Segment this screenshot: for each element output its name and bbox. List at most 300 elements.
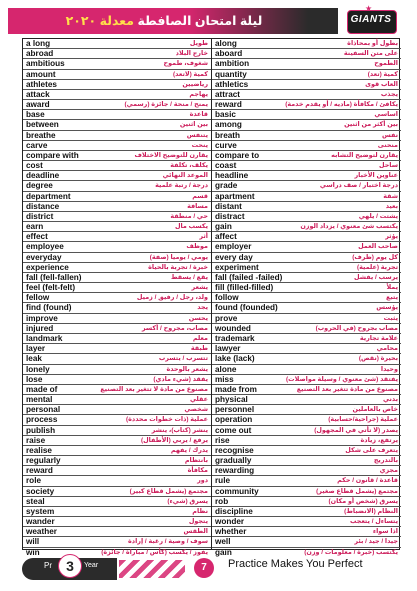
arabic-meaning: يجد (197, 304, 208, 312)
title-main: ليلة امتحان الصافطة (137, 14, 263, 28)
english-word: system (26, 506, 55, 516)
english-word: gain (215, 547, 232, 557)
arabic-meaning: يتساءل / يتعجب (349, 518, 398, 526)
english-word: rob (215, 496, 229, 506)
arabic-meaning: عناوين الأخبار (354, 172, 398, 180)
arabic-meaning: قسم (192, 192, 208, 200)
vocab-row (212, 59, 401, 69)
vocab-row (23, 90, 211, 100)
vocab-row (23, 365, 211, 375)
arabic-meaning: النظام (الانضباط) (344, 507, 398, 515)
english-word: amount (26, 69, 56, 79)
vocab-row (212, 303, 401, 313)
page-number: 7 (194, 558, 214, 578)
header-banner (8, 4, 409, 34)
star-icon: ★ (365, 4, 373, 13)
english-word: between (26, 120, 59, 130)
english-word: along (215, 39, 237, 48)
english-word: layer (26, 344, 46, 354)
vocab-row (212, 293, 401, 303)
arabic-meaning: يثبت (383, 314, 398, 322)
english-word: earn (26, 222, 44, 232)
arabic-meaning: مسافة (187, 202, 208, 210)
arabic-meaning: يؤثر (385, 233, 398, 241)
vocab-row (212, 171, 401, 181)
english-word: deadline (26, 171, 60, 181)
arabic-meaning: درجة اختبار / صف دراسي (319, 182, 398, 190)
arabic-meaning: معلم (192, 334, 208, 342)
english-word: wonder (215, 517, 245, 527)
footer (0, 552, 417, 591)
english-word: affect (215, 232, 237, 242)
arabic-meaning: بدني (383, 396, 398, 404)
vocab-row (212, 232, 401, 242)
arabic-meaning: يرفع / يربي (الأطفال) (140, 436, 208, 444)
english-word: lonely (26, 364, 50, 374)
vocab-row (23, 537, 211, 547)
english-word: role (26, 476, 42, 486)
english-word: win (26, 547, 40, 557)
arabic-meaning: يسرق (شخص أو مكان) (328, 497, 398, 505)
vocab-row (23, 232, 211, 242)
english-word: distant (215, 201, 242, 211)
vocabulary-table (22, 38, 400, 557)
arabic-meaning: نظام (192, 507, 208, 515)
arabic-meaning: مصنوع من مادة تتغير بعد التصنيع (296, 385, 398, 393)
english-word: will (26, 537, 40, 547)
english-word: breathe (26, 130, 56, 140)
english-word: breath (215, 130, 241, 140)
vocab-row (212, 161, 401, 171)
english-word: curve (215, 140, 237, 150)
english-word: cost (26, 161, 43, 171)
vocab-row (212, 202, 401, 212)
vocab-row (212, 90, 401, 100)
vocab-row (23, 517, 211, 527)
english-word: gain (215, 222, 232, 232)
english-word: distract (215, 211, 245, 221)
english-word: made of (26, 384, 58, 394)
english-word: prove (215, 313, 238, 323)
english-word: rule (215, 476, 231, 486)
vocab-row (23, 354, 211, 364)
arabic-meaning: يقارن للتوضيح الاختلاف (134, 151, 208, 159)
english-word: grade (215, 181, 238, 191)
arabic-meaning: يرتفع، زيادة (360, 436, 398, 444)
arabic-meaning: سوف / وصية / رغبة / إرادة (128, 538, 208, 546)
arabic-meaning: بانتظام (184, 457, 208, 465)
arabic-meaning: أثر (199, 233, 208, 241)
english-word: whether (215, 527, 247, 537)
english-word: aboard (215, 49, 243, 59)
vocab-row (23, 202, 211, 212)
arabic-meaning: يقع / يسقط (170, 273, 208, 281)
vocab-row (212, 517, 401, 527)
arabic-meaning: شقة (383, 192, 398, 200)
vocab-row (212, 70, 401, 80)
vocab-row (212, 395, 401, 405)
english-word: lawyer (215, 344, 241, 354)
english-word: personal (26, 405, 61, 415)
arabic-meaning: يتبع (386, 294, 398, 302)
vocab-row (23, 487, 211, 497)
english-word: find (found) (26, 303, 72, 313)
arabic-meaning: مكافأة (187, 467, 208, 475)
english-word: regularly (26, 456, 61, 466)
english-word: effect (26, 232, 48, 242)
vocab-row (212, 405, 401, 415)
english-word: degree (26, 181, 53, 191)
arabic-meaning: مصاب، مجروح / أكسر (141, 324, 208, 332)
arabic-meaning: بطول أو بمحاذاة (347, 40, 398, 47)
vocab-row (212, 426, 401, 436)
arabic-meaning: ولد، رجل / رفيق / زميل (136, 294, 208, 302)
arabic-meaning: يسرق (شيء) (167, 497, 208, 505)
english-word: experiment (215, 262, 259, 272)
arabic-meaning: يكتسب شئ معنوي / يزداد الوزن (300, 223, 398, 231)
english-word: fall (failed -failed) (215, 272, 283, 282)
vocab-row (23, 527, 211, 537)
arabic-meaning: يشعر (191, 284, 208, 292)
arabic-meaning: قاعدة / قانون / حكم (337, 477, 398, 485)
arabic-meaning: علامة تجارية (359, 334, 398, 342)
vocab-row (23, 273, 211, 283)
vocab-row (212, 131, 401, 141)
vocab-row (212, 436, 401, 446)
vocab-row (212, 375, 401, 385)
arabic-meaning: على متن السفينة (343, 50, 398, 58)
arabic-meaning: يكسب مال (174, 223, 208, 231)
arabic-meaning: كل يوم (ظرف) (352, 253, 398, 261)
vocab-row (23, 80, 211, 90)
arabic-meaning: ساحل (379, 162, 398, 170)
arabic-meaning: شغوف، طموح (163, 60, 208, 68)
vocab-row (212, 365, 401, 375)
vocab-row (23, 263, 211, 273)
vocab-row (212, 273, 401, 283)
arabic-meaning: يفتقد (شئ معنوي / وسيلة مواصلات) (286, 375, 398, 383)
vocab-row (23, 507, 211, 517)
arabic-meaning: مجزي (379, 467, 398, 475)
vocab-row (23, 242, 211, 252)
vocab-row (212, 456, 401, 466)
arabic-meaning: مصاب بجروح (في الحروب) (315, 324, 398, 332)
arabic-meaning: بالتدريج (373, 457, 398, 465)
vocab-row (23, 151, 211, 161)
english-word: rewarding (215, 466, 255, 476)
arabic-meaning: يومي / يوميا (صفة) (149, 253, 208, 261)
arabic-meaning: موظف (186, 243, 208, 251)
vocab-row (212, 476, 401, 486)
arabic-meaning: عملية (ذات خطوات محددة) (126, 416, 208, 424)
vocab-row (212, 222, 401, 232)
arabic-meaning: ينشر (كتاب)، ينشر (151, 426, 208, 434)
english-word: weather (26, 527, 57, 537)
english-word: society (26, 486, 55, 496)
english-word: gradually (215, 456, 252, 466)
vocab-row (23, 161, 211, 171)
arabic-meaning: يؤسس (376, 304, 398, 312)
english-word: lake (lack) (215, 354, 255, 364)
english-word: everyday (26, 252, 62, 262)
arabic-meaning: الطموح (374, 60, 398, 68)
english-word: department (26, 191, 71, 201)
english-word: lose (26, 374, 43, 384)
english-word: realise (26, 445, 52, 455)
vocab-row (23, 436, 211, 446)
vocab-row (23, 131, 211, 141)
english-word: apartment (215, 191, 255, 201)
english-word: district (26, 211, 54, 221)
arabic-meaning: كمية (تعد) (367, 70, 398, 78)
arabic-meaning: منحنى (377, 141, 398, 149)
english-word: carve (26, 140, 48, 150)
english-word: steal (26, 496, 45, 506)
vocab-row (23, 212, 211, 222)
english-word: made from (215, 384, 257, 394)
vocab-row (23, 385, 211, 395)
vocab-row (212, 354, 401, 364)
english-word: feel (felt-felt) (26, 283, 76, 293)
english-word: attack (26, 89, 50, 99)
vocab-row (23, 49, 211, 59)
english-word: fellow (26, 293, 50, 303)
english-word: raise (26, 435, 46, 445)
vocab-row (23, 293, 211, 303)
english-word: injured (26, 323, 54, 333)
vocab-row (23, 415, 211, 425)
arabic-meaning: حي / منطقة (170, 212, 208, 220)
vocab-row (212, 49, 401, 59)
arabic-meaning: يقارن لتوضيح التشابه (331, 151, 398, 159)
vocab-row (212, 110, 401, 120)
arabic-meaning: مصنوع من مادة لا تتغير بعد التصنيع (100, 385, 208, 393)
english-word: operation (215, 415, 253, 425)
arabic-meaning: يكتسب (خبرة / معلومات / وزن) (304, 548, 398, 556)
right-column (212, 39, 401, 557)
vocab-row (23, 426, 211, 436)
vocab-row (212, 466, 401, 476)
footer-stripes (119, 560, 185, 578)
english-word: discipline (215, 506, 253, 516)
arabic-meaning: كمية (لاتعد) (173, 70, 208, 78)
english-word: quantity (215, 69, 247, 79)
logo-text: GIANTS (350, 14, 392, 25)
vocab-row (23, 314, 211, 324)
english-word: community (215, 486, 259, 496)
vocab-row (212, 415, 401, 425)
english-word: improve (26, 313, 58, 323)
level-label: Pr (44, 561, 52, 570)
vocab-row (23, 395, 211, 405)
vocab-row (212, 212, 401, 222)
arabic-meaning: عقلي (189, 396, 208, 404)
arabic-meaning: يفقد (شيء مادي) (153, 375, 208, 383)
english-word: compare to (215, 150, 260, 160)
arabic-meaning: وحيدا (380, 365, 398, 373)
english-word: a long (26, 39, 51, 48)
arabic-meaning: اساسي (374, 111, 398, 119)
arabic-meaning: يشتت / يلهي (358, 212, 398, 220)
arabic-meaning: طويل (189, 40, 208, 47)
vocab-row (212, 314, 401, 324)
vocab-row (23, 110, 211, 120)
vocab-row (23, 283, 211, 293)
arabic-meaning: يدرك / يفهم (170, 446, 208, 454)
left-column (23, 39, 212, 557)
arabic-meaning: الموعد النهائي (162, 172, 208, 180)
english-word: mental (26, 395, 53, 405)
vocab-row (23, 344, 211, 354)
arabic-meaning: مجتمع (يشمل قطاع صغير) (316, 487, 398, 495)
arabic-meaning: يتجول (188, 518, 208, 526)
arabic-meaning: بحيرة (نقص) (358, 355, 398, 363)
arabic-meaning: بعيد (385, 202, 398, 210)
english-word: wounded (215, 323, 251, 333)
arabic-meaning: خارج البلاد (175, 50, 208, 58)
english-word: found (founded) (215, 303, 278, 313)
vocab-row (212, 283, 401, 293)
vocab-row (23, 456, 211, 466)
english-word: basic (215, 110, 236, 120)
vocab-row (23, 334, 211, 344)
vocab-row (212, 151, 401, 161)
vocab-row (212, 507, 401, 517)
english-word: award (26, 100, 50, 110)
arabic-meaning: قاعدة (189, 111, 208, 119)
footer-slogan: Practice Makes You Perfect (228, 558, 363, 570)
english-word: rise (215, 435, 230, 445)
vocab-row (212, 120, 401, 130)
arabic-meaning: نفس (381, 131, 398, 139)
grade-number: 3 (58, 554, 82, 578)
english-word: ambitious (26, 59, 65, 69)
english-word: leak (26, 354, 42, 364)
arabic-meaning: اذا سواء (372, 528, 398, 536)
vocab-row (23, 59, 211, 69)
english-word: alone (215, 364, 237, 374)
page-title (34, 12, 294, 30)
arabic-meaning: يفوز / يكسب (كأس / مباراة / جائزة) (101, 548, 208, 556)
english-word: employer (215, 242, 252, 252)
arabic-meaning: عملية (جراحية/حسابية) (328, 416, 398, 424)
arabic-meaning: بين أكثر من اثنين (344, 121, 398, 129)
english-word: base (26, 110, 45, 120)
arabic-meaning: العاب قوى (365, 80, 398, 88)
arabic-meaning: يهاجم (189, 90, 208, 98)
vocab-row (23, 192, 211, 202)
arabic-meaning: تتسرب / يتسرب (158, 355, 208, 363)
english-word: come out (215, 425, 252, 435)
english-word: fall (fell-fallen) (26, 272, 82, 282)
english-word: athletes (26, 79, 57, 89)
english-word: publish (26, 425, 56, 435)
arabic-meaning: جيدا / جيد / بئر (354, 538, 398, 546)
vocab-row (23, 100, 211, 110)
vocab-row (23, 171, 211, 181)
english-word: process (26, 415, 58, 425)
giants-logo (341, 4, 401, 34)
vocab-row (212, 334, 401, 344)
arabic-meaning: يتعرف على شكل (345, 446, 398, 454)
vocab-row (23, 476, 211, 486)
english-word: experience (26, 262, 69, 272)
english-word: employee (26, 242, 64, 252)
vocab-row (23, 141, 211, 151)
vocab-row (212, 446, 401, 456)
arabic-meaning: ينحت (191, 141, 208, 149)
arabic-meaning: درجة / رتبة علمية (155, 182, 208, 190)
vocab-row (23, 181, 211, 191)
english-word: personnel (215, 405, 255, 415)
arabic-meaning: يرسب / يفشل (354, 273, 398, 281)
arabic-meaning: دور (197, 477, 208, 485)
vocab-row (23, 324, 211, 334)
vocab-row (212, 141, 401, 151)
arabic-meaning: يمنح / منحة / جائزة (رسمي) (124, 101, 208, 109)
title-highlight: معدلة ٢٠٢٠ (65, 14, 134, 28)
arabic-meaning: رياضيين (182, 80, 208, 88)
english-word: reward (215, 100, 242, 110)
vocab-row (212, 497, 401, 507)
vocab-row (23, 405, 211, 415)
english-word: ambition (215, 59, 250, 69)
vocab-row (23, 466, 211, 476)
arabic-meaning: بين اثنين (179, 121, 208, 129)
arabic-meaning: يكلف، تكلفة (170, 162, 208, 170)
english-word: every day (215, 252, 253, 262)
vocab-row (23, 120, 211, 130)
english-word: fill (filled-filled) (215, 283, 274, 293)
vocab-row (212, 253, 401, 263)
vocab-row (23, 303, 211, 313)
arabic-meaning: مجتمع (يشمل قطاع كبير) (129, 487, 208, 495)
vocab-row (23, 375, 211, 385)
vocab-row (212, 487, 401, 497)
english-word: trademark (215, 333, 255, 343)
vocab-row (23, 497, 211, 507)
vocab-row (212, 39, 401, 49)
arabic-meaning: الطقس (183, 528, 208, 536)
arabic-meaning: شخصي (184, 406, 208, 414)
arabic-meaning: تجربة (علمية) (356, 263, 398, 271)
vocab-row (23, 39, 211, 49)
arabic-meaning: يحسن (188, 314, 208, 322)
vocab-row (212, 527, 401, 537)
arabic-meaning: طبقة (190, 345, 208, 353)
english-word: abroad (26, 49, 54, 59)
english-word: athletics (215, 79, 249, 89)
arabic-meaning: يجذب (380, 90, 398, 98)
arabic-meaning: خبرة / تجربة بالحياة (148, 263, 208, 271)
english-word: wander (26, 517, 55, 527)
arabic-meaning: يصدر (لا تأتي في المجهول) (314, 426, 398, 434)
vocab-row (212, 181, 401, 191)
english-word: attract (215, 89, 241, 99)
vocab-row (23, 70, 211, 80)
vocab-row (212, 324, 401, 334)
english-word: headline (215, 171, 249, 181)
english-word: landmark (26, 333, 63, 343)
vocab-row (212, 192, 401, 202)
english-word: coast (215, 161, 237, 171)
vocab-row (23, 222, 211, 232)
vocab-row (212, 537, 401, 547)
vocab-row (23, 253, 211, 263)
arabic-meaning: يملأ (386, 284, 398, 292)
english-word: compare with (26, 150, 79, 160)
arabic-meaning: يكافئ / مكافأة (ماديه / أو يقدم خدمة) (285, 101, 398, 109)
